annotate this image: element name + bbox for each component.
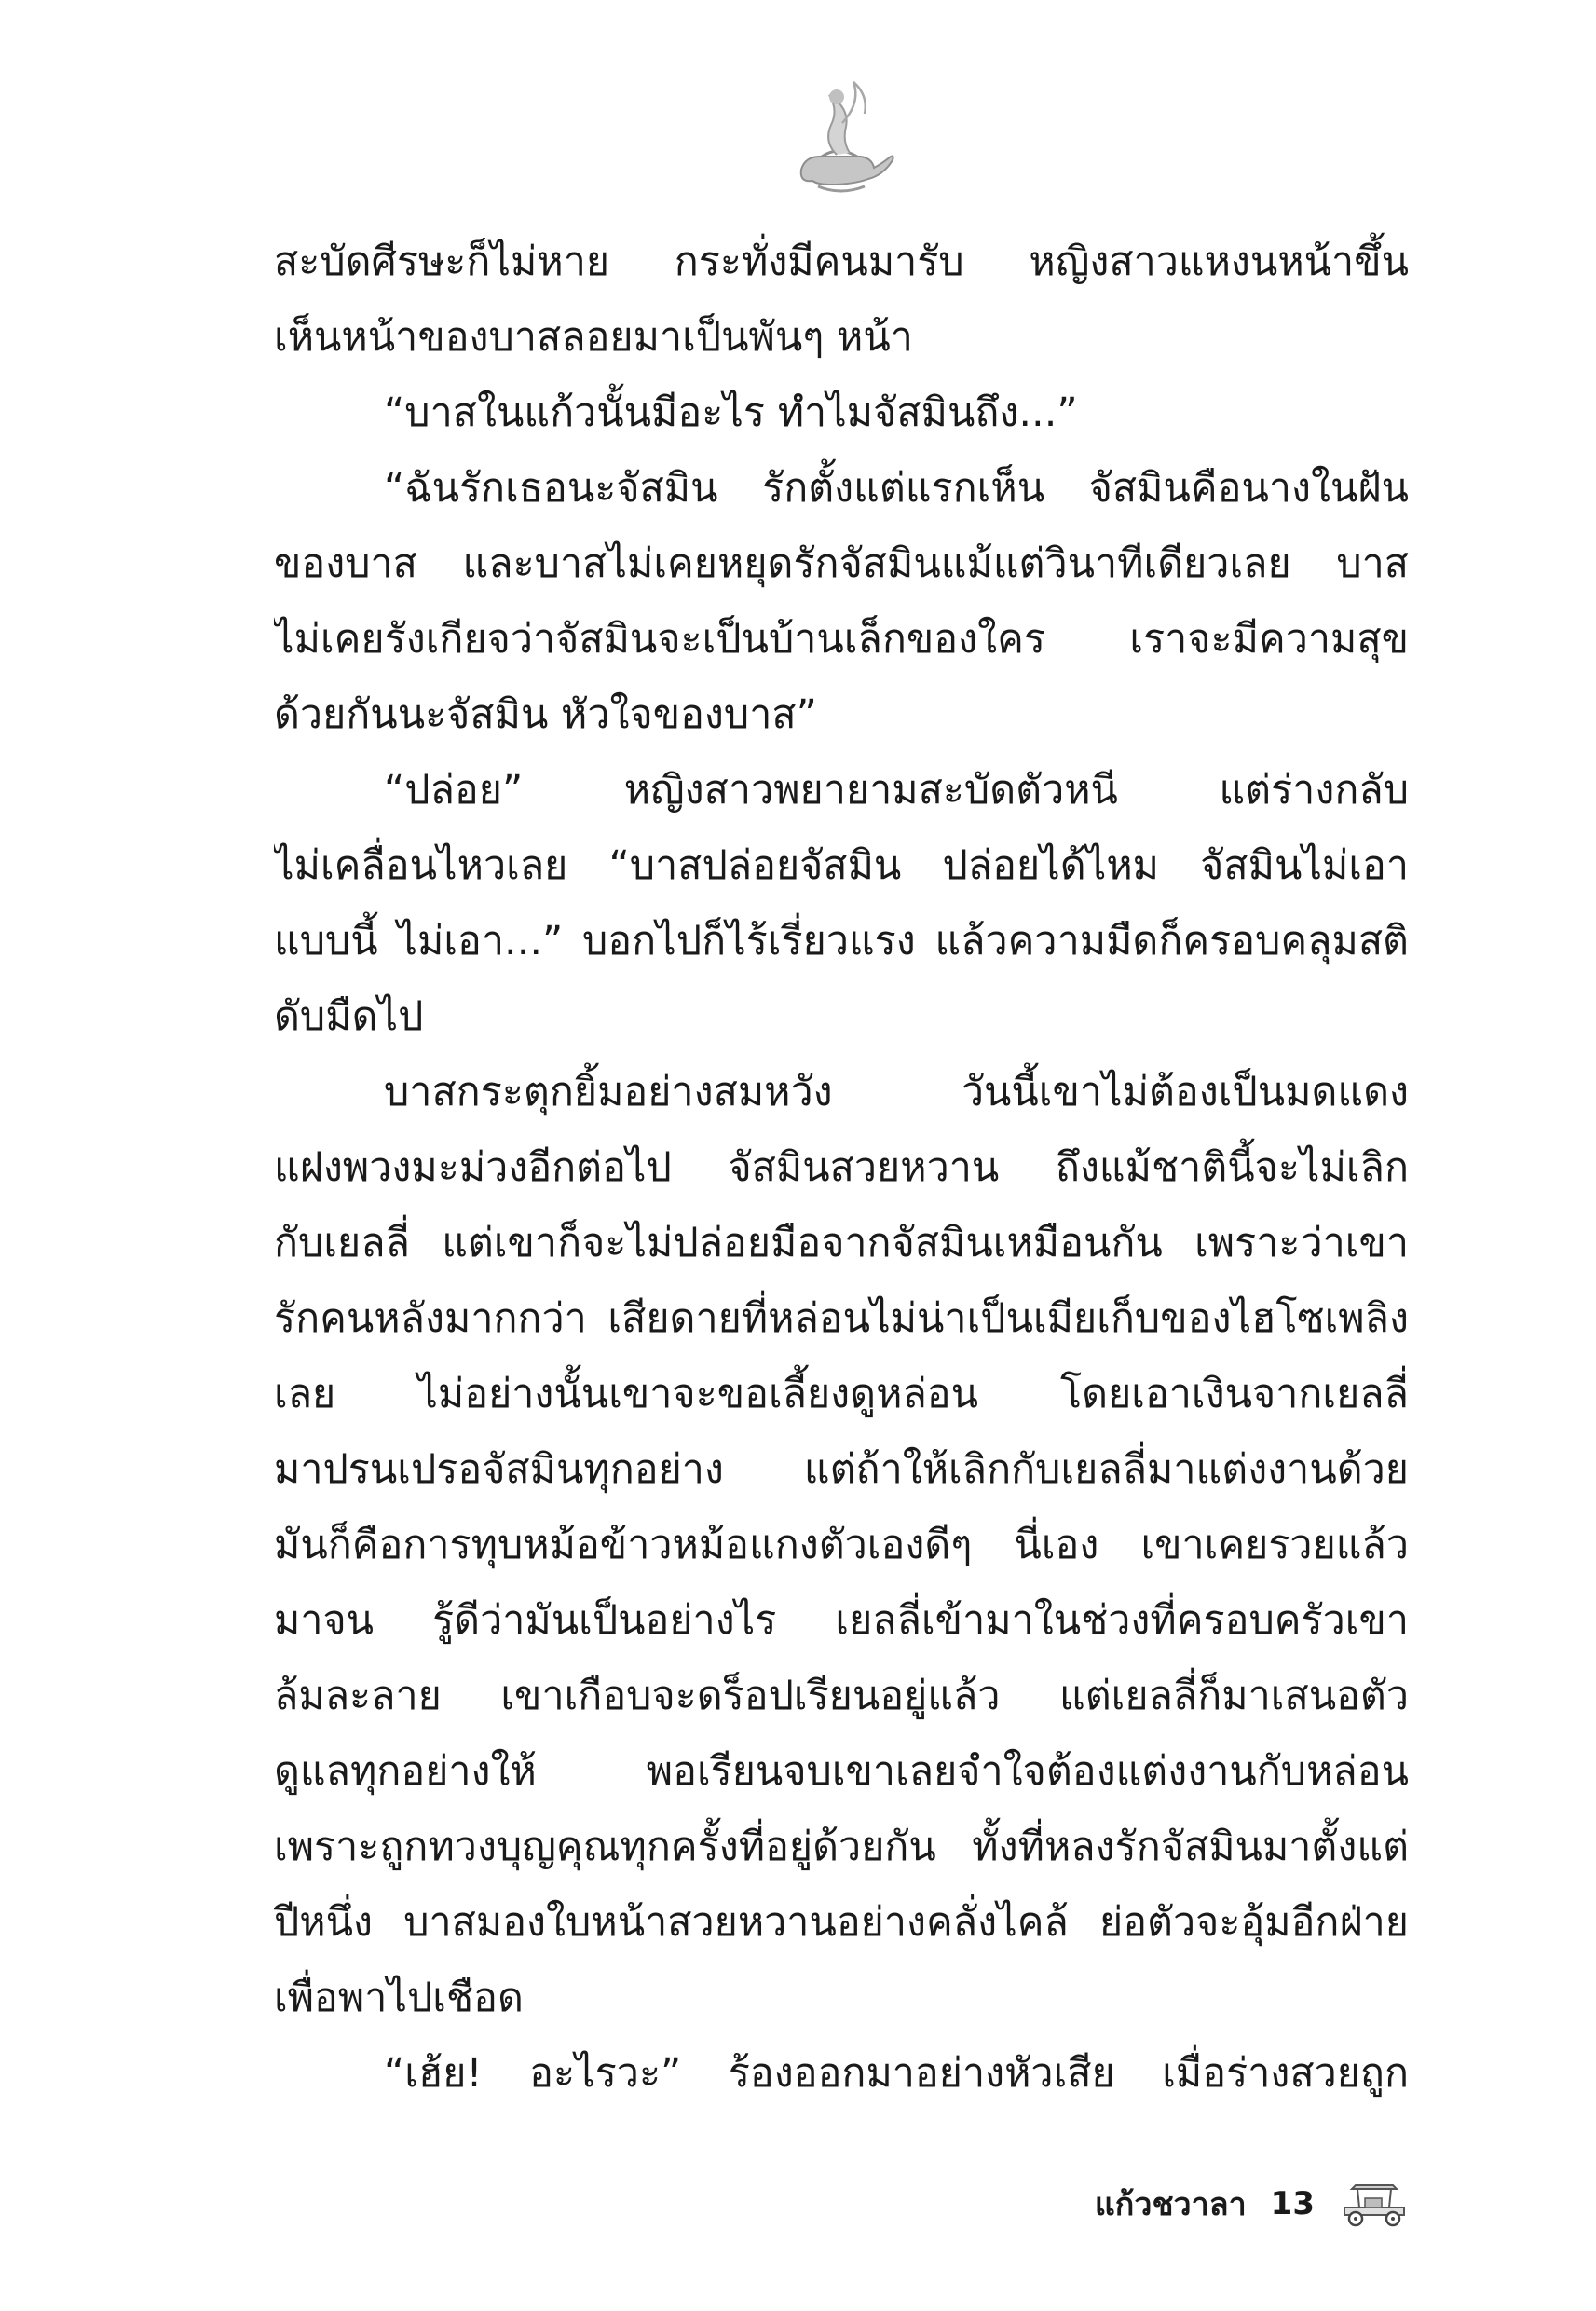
text-line: เลย ไม่อย่างนั้นเขาจะขอเลี้ยงดูหล่อน โดยเอาเงินจากเยลลี่ — [274, 1371, 1409, 1417]
text-line: บาสกระตุกยิ้มอย่างสมหวัง วันนี้เขาไม่ต้องเป็นมดแดง — [384, 1069, 1409, 1115]
text-line: เพราะถูกทวงบุญคุณทุกครั้งที่อยู่ด้วยกัน ทั้งที่หลงรักจัสมินมาตั้งแต่ — [274, 1824, 1409, 1870]
text-line: แฝงพวงมะม่วงอีกต่อไป จัสมินสวยหวาน ถึงแม้ชาตินี้จะไม่เลิก — [274, 1144, 1409, 1191]
text-line: ของบาส และบาสไม่เคยหยุดรักจัสมินแม้แต่วินาทีเดียวเลย บาส — [274, 540, 1409, 587]
text-line: กับเยลลี่ แต่เขาก็จะไม่ปล่อยมือจากจัสมินเหมือนกัน เพราะว่าเขา — [274, 1220, 1409, 1266]
text-line: “เฮ้ย! อะไรวะ” ร้องออกมาอย่างหัวเสีย เมื่อร่างสวยถูก — [384, 2050, 1409, 2097]
text-line: เห็นหน้าของบาสลอยมาเป็นพันๆ หน้า — [274, 314, 913, 361]
text-line: มาปรนเปรอจัสมินทุกอย่าง แต่ถ้าให้เลิกกับเยลลี่มาแต่งงานด้วย — [274, 1446, 1409, 1493]
text-line: “บาสในแก้วนั้นมีอะไร ทำไมจัสมินถึง...” — [384, 390, 1078, 436]
page-footer — [1095, 2176, 1410, 2232]
text-line: “ฉันรักเธอนะจัสมิน รักตั้งแต่แรกเห็น จัสมินคือนางในฝัน — [384, 465, 1409, 512]
golf-cart-icon — [1339, 2180, 1410, 2228]
text-line: ไม่เคยรังเกียจว่าจัสมินจะเป็นบ้านเล็กของใคร เราจะมีความสุข — [274, 616, 1409, 663]
text-line: ล้มละลาย เขาเกือบจะดร็อปเรียนอยู่แล้ว แต่เยลลี่ก็มาเสนอตัว — [274, 1673, 1409, 1719]
text-line: ดับมืดไป — [274, 993, 424, 1040]
genie-lamp-icon — [764, 67, 904, 207]
text-line: เพื่อพาไปเชือด — [274, 1975, 524, 2021]
text-line: ไม่เคลื่อนไหวเลย “บาสปล่อยจัสมิน ปล่อยได้ไหม จัสมินไม่เอา — [274, 842, 1409, 889]
body-text — [274, 224, 1409, 2097]
page-number: 13 — [1270, 2185, 1315, 2222]
text-line: มาจน รู้ดีว่ามันเป็นอย่างไร เยลลี่เข้ามาในช่วงที่ครอบครัวเขา — [274, 1597, 1409, 1644]
book-title: แก้วชวาลา — [1094, 2186, 1247, 2223]
text-line: มันก็คือการทุบหม้อข้าวหม้อแกงตัวเองดีๆ นี่เอง เขาเคยรวยแล้ว — [274, 1522, 1409, 1568]
text-line: สะบัดศีรษะก็ไม่หาย กระทั่งมีคนมารับ หญิงสาวแหงนหน้าขึ้น — [274, 239, 1409, 285]
text-line: ด้วยกันนะจัสมิน หัวใจของบาส” — [274, 691, 817, 738]
text-line: แบบนี้ ไม่เอา...” บอกไปก็ไร้เรี่ยวแรง แล้วความมืดก็ครอบคลุมสติ — [274, 918, 1409, 964]
text-line: รักคนหลังมากกว่า เสียดายที่หล่อนไม่น่าเป็นเมียเก็บของไฮโซเพลิง — [274, 1295, 1409, 1342]
text-line: “ปล่อย” หญิงสาวพยายามสะบัดตัวหนี แต่ร่างกลับ — [384, 767, 1409, 814]
text-line: ปีหนึ่ง บาสมองใบหน้าสวยหวานอย่างคลั่งไคล้ ย่อตัวจะอุ้มอีกฝ่าย — [274, 1899, 1409, 1946]
text-line: ดูแลทุกอย่างให้ พอเรียนจบเขาเลยจำใจต้องแต่งงานกับหล่อน — [274, 1748, 1409, 1795]
